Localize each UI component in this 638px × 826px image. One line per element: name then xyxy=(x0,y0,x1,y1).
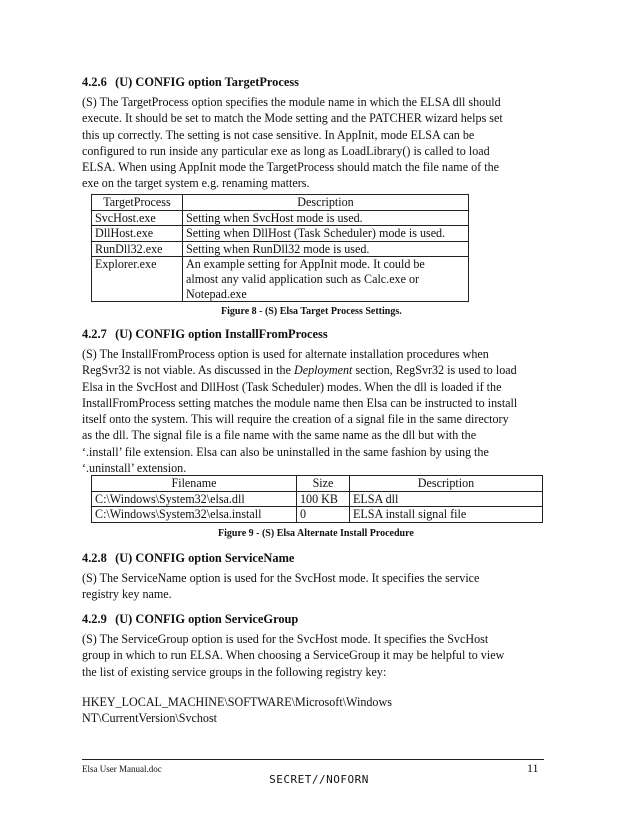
section-number: 4.2.8 xyxy=(82,551,107,565)
table-header-row xyxy=(92,195,469,211)
text-line: HKEY_LOCAL_MACHINE\SOFTWARE\Microsoft\Windows xyxy=(82,694,392,709)
size-cell: 100 KB xyxy=(297,491,350,507)
text-line: (S) The ServiceName option is used for the SvcHost mode. It specifies the service xyxy=(82,571,480,585)
text-line: Setting when DllHost (Task Scheduler) mode is used. xyxy=(186,226,446,241)
registry-key-path xyxy=(82,694,544,727)
text-line: configured to run inside any particular exe as long as LoadLibrary() is called to load xyxy=(82,143,490,158)
text-line: the list of existing service groups in the following registry key: xyxy=(82,664,387,679)
text-line: (S) The ServiceGroup option is used for the SvcHost mode. It specifies the SvcHost xyxy=(82,632,489,646)
section-title: (U) CONFIG option ServiceName xyxy=(115,551,295,565)
section-title: (U) CONFIG option ServiceGroup xyxy=(115,612,299,626)
text-line: Setting when SvcHost mode is used. xyxy=(186,210,363,225)
text-line: execute. It should be set to match the Mode setting and the PATCHER wizard helps set xyxy=(82,111,503,126)
section-title: (U) CONFIG option TargetProcess xyxy=(115,75,300,89)
footer-doc-name: Elsa User Manual.doc xyxy=(82,764,162,774)
section-heading xyxy=(82,327,544,342)
table-row xyxy=(92,491,543,507)
target-process-cell: DllHost.exe xyxy=(92,226,183,242)
table-row xyxy=(92,241,469,257)
section-4-2-7 xyxy=(82,327,544,476)
table-header-row xyxy=(92,476,543,492)
text-line: itself onto the system. This will require the creation of a signal file in the same directory xyxy=(82,412,509,427)
text-line: group in which to run ELSA. When choosing a ServiceGroup it may be helpful to view xyxy=(82,648,505,663)
text-line: NT\CurrentVersion\Svchost xyxy=(82,711,218,726)
install-procedure-table xyxy=(91,475,543,523)
italic-term: Deployment xyxy=(293,363,353,378)
description-cell xyxy=(183,257,469,302)
filename-cell: C:\Windows\System32\elsa.dll xyxy=(92,491,297,507)
section-body xyxy=(82,570,544,603)
text-line: almost any valid application such as Calc.exe or xyxy=(186,271,420,286)
section-4-2-9 xyxy=(82,612,544,726)
text-line: (S) The InstallFromProcess option is used for alternate installation procedures when xyxy=(82,347,489,361)
figure-9-caption: Figure 9 - (S) Elsa Alternate Install Procedure xyxy=(218,528,414,539)
footer-divider xyxy=(82,759,544,760)
section-4-2-6 xyxy=(82,75,544,192)
text-line: An example setting for AppInit mode. It could be xyxy=(186,257,425,272)
section-heading xyxy=(82,612,544,627)
text-line: this up correctly. The setting is not case sensitive. In AppInit, mode ELSA can be xyxy=(82,127,475,142)
table-row xyxy=(92,210,469,226)
target-process-table xyxy=(91,194,469,302)
figure-8-caption: Figure 8 - (S) Elsa Target Process Settings. xyxy=(221,306,402,317)
section-number: 4.2.7 xyxy=(82,327,107,341)
description-cell: ELSA install signal file xyxy=(350,507,543,523)
table-row xyxy=(92,507,543,523)
target-process-cell: Explorer.exe xyxy=(92,257,183,302)
size-cell: 0 xyxy=(297,507,350,523)
section-body xyxy=(82,346,544,476)
text-line: exe on the target system e.g. renaming matters. xyxy=(82,176,310,191)
description-cell xyxy=(183,241,469,257)
section-body xyxy=(82,631,544,680)
table-header-cell: TargetProcess xyxy=(92,195,183,211)
description-cell: ELSA dll xyxy=(350,491,543,507)
section-number: 4.2.9 xyxy=(82,612,107,626)
description-cell xyxy=(183,226,469,242)
text-line: registry key name. xyxy=(82,587,172,602)
section-title: (U) CONFIG option InstallFromProcess xyxy=(115,327,328,341)
text-line: Setting when RunDll32 mode is used. xyxy=(186,241,370,256)
description-cell xyxy=(183,210,469,226)
table-row xyxy=(92,226,469,242)
classification-marking: SECRET//NOFORN xyxy=(269,773,369,786)
section-heading xyxy=(82,75,544,90)
target-process-cell: SvcHost.exe xyxy=(92,210,183,226)
text-line: as the dll. The signal file is a file name with the same name as the dll but with the xyxy=(82,428,477,443)
text-line: RegSvr32 is not viable. As discussed in the Deployment section, RegSvr32 is used to load xyxy=(82,363,517,378)
section-4-2-8 xyxy=(82,551,544,603)
page-number: 11 xyxy=(527,761,539,775)
table-header-cell: Description xyxy=(350,476,543,492)
table-row xyxy=(92,257,469,302)
text-line: ELSA. When using AppInit mode the TargetProcess should match the file name of the xyxy=(82,160,499,175)
text-line: ‘.install’ file extension. Elsa can also be uninstalled in the same fashion by using the xyxy=(82,444,489,459)
table-header-cell: Filename xyxy=(92,476,297,492)
target-process-cell: RunDll32.exe xyxy=(92,241,183,257)
section-number: 4.2.6 xyxy=(82,75,107,89)
text-line: Elsa in the SvcHost and DllHost (Task Scheduler) modes. When the dll is loaded if the xyxy=(82,379,502,394)
text-line: Notepad.exe xyxy=(186,286,247,301)
text-line: (S) The TargetProcess option specifies the module name in which the ELSA dll should xyxy=(82,95,501,109)
table-header-cell: Size xyxy=(297,476,350,492)
text-line: InstallFromProcess setting matches the module name then Elsa can be instructed to install xyxy=(82,395,518,410)
filename-cell: C:\Windows\System32\elsa.install xyxy=(92,507,297,523)
section-body xyxy=(82,94,544,192)
text-line: ‘.uninstall’ extension. xyxy=(82,461,187,476)
section-heading xyxy=(82,551,544,566)
table-header-cell: Description xyxy=(183,195,469,211)
